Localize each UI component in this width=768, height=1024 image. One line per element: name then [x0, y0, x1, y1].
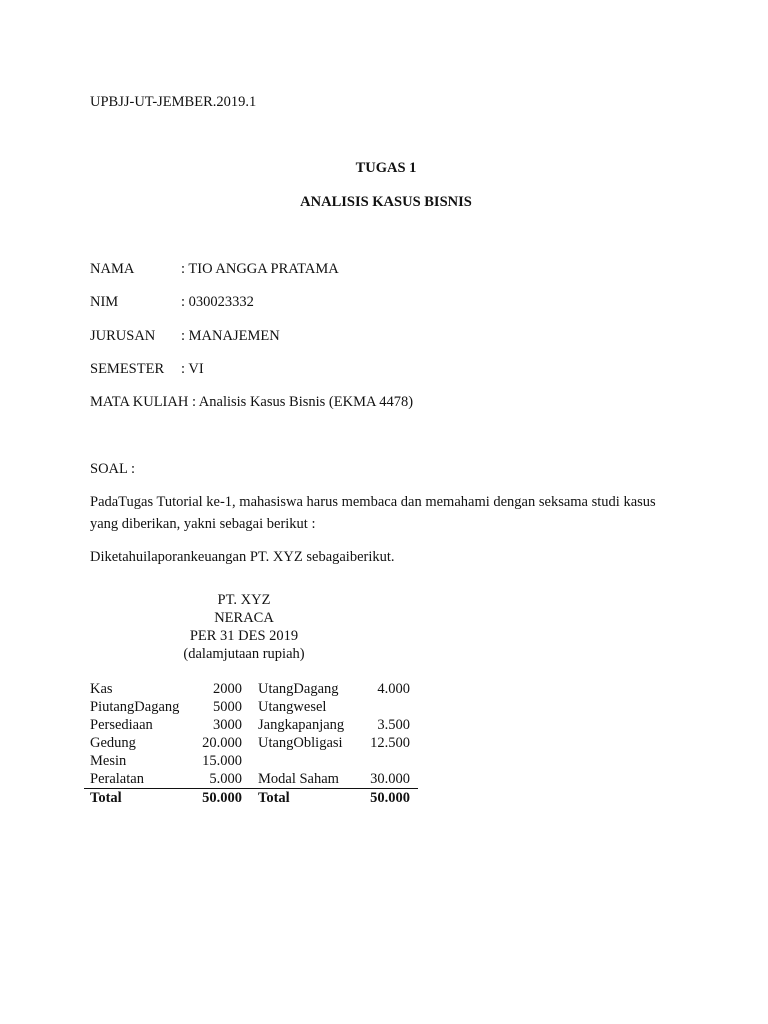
total-liability-value: 50.000: [358, 789, 418, 808]
table-row: [84, 698, 418, 716]
liability-name: [246, 752, 358, 770]
field-label-nama: NAMA: [90, 261, 135, 277]
soal-paragraph: PadaTugas Tutorial ke-1, mahasiswa harus membaca dan memahami dengan seksama studi kasus yang diberikan, yakni sebagai berikut :: [90, 494, 656, 532]
field-value-nama: : TIO ANGGA PRATAMA: [181, 261, 339, 277]
course-line: MATA KULIAH : Analisis Kasus Bisnis (EKMA 4478): [90, 394, 414, 410]
asset-name: Gedung: [90, 735, 136, 751]
liability-name: Jangkapanjang: [258, 717, 345, 733]
asset-value: 20.000: [202, 735, 242, 751]
table-row: [84, 770, 418, 789]
liability-name: UtangDagang: [258, 681, 339, 697]
statement-name: NERACA: [214, 610, 274, 626]
table-row: [84, 716, 418, 734]
field-value-jurusan: : MANAJEMEN: [181, 328, 280, 344]
field-value-semester: : VI: [181, 361, 204, 377]
field-label-jurusan: JURUSAN: [90, 328, 156, 344]
statement-period: PER 31 DES 2019: [189, 628, 299, 644]
asset-name: Kas: [90, 681, 113, 697]
document-subtitle: ANALISIS KASUS BISNIS: [300, 194, 472, 210]
liability-value: 30.000: [370, 771, 410, 787]
liability-value: [358, 698, 418, 716]
soal-heading: SOAL :: [90, 461, 135, 477]
asset-name: PiutangDagang: [90, 699, 180, 715]
total-row: [84, 789, 418, 808]
total-asset-value: 50.000: [180, 789, 246, 808]
liability-value: [358, 752, 418, 770]
asset-value: 2000: [213, 681, 242, 697]
balance-sheet-table: [84, 680, 418, 807]
liability-value: 4.000: [377, 681, 410, 697]
field-label-nim: NIM: [90, 294, 119, 310]
liability-value: 12.500: [370, 735, 410, 751]
balance-sheet-heading: [140, 591, 348, 663]
document-title: TUGAS 1: [355, 160, 417, 176]
total-asset-label: Total: [84, 789, 180, 808]
table-row: [84, 752, 418, 770]
asset-name: Peralatan: [90, 771, 144, 787]
table-row: [84, 680, 418, 698]
asset-name: Mesin: [90, 753, 127, 769]
field-value-nim: : 030023332: [181, 294, 254, 310]
asset-value: 3000: [213, 717, 242, 733]
asset-value: 5000: [213, 699, 242, 715]
total-liability-label: Total: [246, 789, 358, 808]
asset-value: 5.000: [209, 771, 242, 787]
liability-value: 3.500: [377, 717, 410, 733]
company-name: PT. XYZ: [217, 592, 271, 608]
document-code: UPBJJ-UT-JEMBER.2019.1: [90, 94, 257, 110]
asset-name: Persediaan: [90, 717, 153, 733]
table-row: [84, 734, 418, 752]
statement-unit: (dalamjutaan rupiah): [183, 646, 305, 662]
soal-intro: Diketahuilaporankeuangan PT. XYZ sebagaiberikut.: [90, 549, 395, 565]
liability-name: UtangObligasi: [258, 735, 343, 751]
liability-name: Utangwesel: [258, 699, 327, 715]
asset-value: 15.000: [202, 753, 242, 769]
field-label-semester: SEMESTER: [90, 361, 165, 377]
liability-name: Modal Saham: [258, 771, 339, 787]
